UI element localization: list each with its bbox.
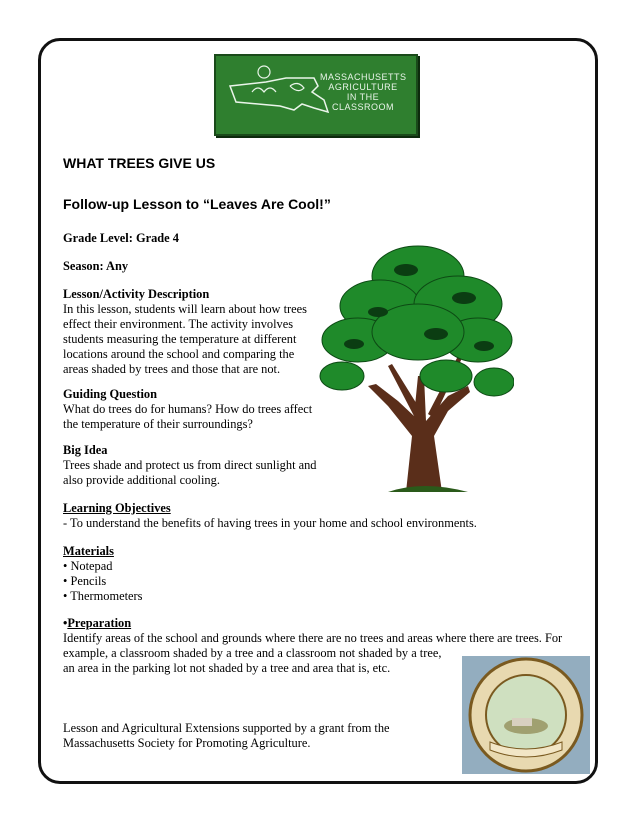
lesson-description — [63, 287, 307, 377]
tree-illustration-icon — [318, 236, 514, 494]
objectives-heading: Learning Objectives — [63, 501, 171, 515]
preparation-line: example, a classroom shaded by a tree and a classroom not shaded by a tree, — [63, 646, 442, 660]
msp-agriculture-seal-icon — [462, 656, 590, 774]
season: Season: Any — [63, 259, 129, 273]
footer-line: Lesson and Agricultural Extensions supported by a grant from the — [63, 721, 390, 735]
mac-logo — [214, 54, 418, 136]
lesson-line: In this lesson, students will learn about how trees — [63, 302, 307, 316]
lesson-line: effect their environment. The activity involves — [63, 317, 294, 331]
guiding-line: the temperature of their surroundings? — [63, 417, 253, 431]
material-item: • Thermometers — [63, 589, 142, 604]
materials-heading: Materials — [63, 544, 114, 558]
page-subtitle: Follow-up Lesson to “Leaves Are Cool!” — [63, 196, 331, 212]
lesson-line: areas shaded by trees and those that are not. — [63, 362, 281, 376]
logo-text: MASSACHUSETTS AGRICULTURE IN THE CLASSROOM — [320, 72, 407, 112]
preparation-line: an area in the parking lot not shaded by a tree and area that is, etc. — [63, 661, 391, 675]
guiding-question — [63, 387, 312, 432]
lesson-heading: Lesson/Activity Description — [63, 287, 210, 301]
guiding-line: What do trees do for humans? How do trees affect — [63, 402, 313, 416]
big-idea-line: Trees shade and protect us from direct sunlight and — [63, 458, 317, 472]
footer-credit — [63, 721, 390, 751]
big-idea-line: also provide additional cooling. — [63, 473, 220, 487]
big-idea — [63, 443, 317, 488]
page-title: WHAT TREES GIVE US — [63, 155, 216, 171]
materials — [63, 544, 142, 604]
footer-line: Massachusetts Society for Promoting Agriculture. — [63, 736, 311, 750]
preparation-heading: Preparation — [67, 616, 132, 630]
guiding-heading: Guiding Question — [63, 387, 157, 401]
learning-objectives — [63, 501, 477, 531]
grade-level: Grade Level: Grade 4 — [63, 231, 179, 245]
preparation-bullet: • — [63, 616, 68, 630]
preparation-line: Identify areas of the school and grounds where there are no trees and areas where there are trees. For — [63, 631, 563, 645]
big-idea-heading: Big Idea — [63, 443, 108, 457]
material-item: • Notepad — [63, 559, 142, 574]
material-item: • Pencils — [63, 574, 142, 589]
lesson-line: locations around the school and comparing the — [63, 347, 295, 361]
objectives-text: - To understand the benefits of having trees in your home and school environments. — [63, 516, 477, 530]
lesson-line: students measuring the temperature at different — [63, 332, 297, 346]
